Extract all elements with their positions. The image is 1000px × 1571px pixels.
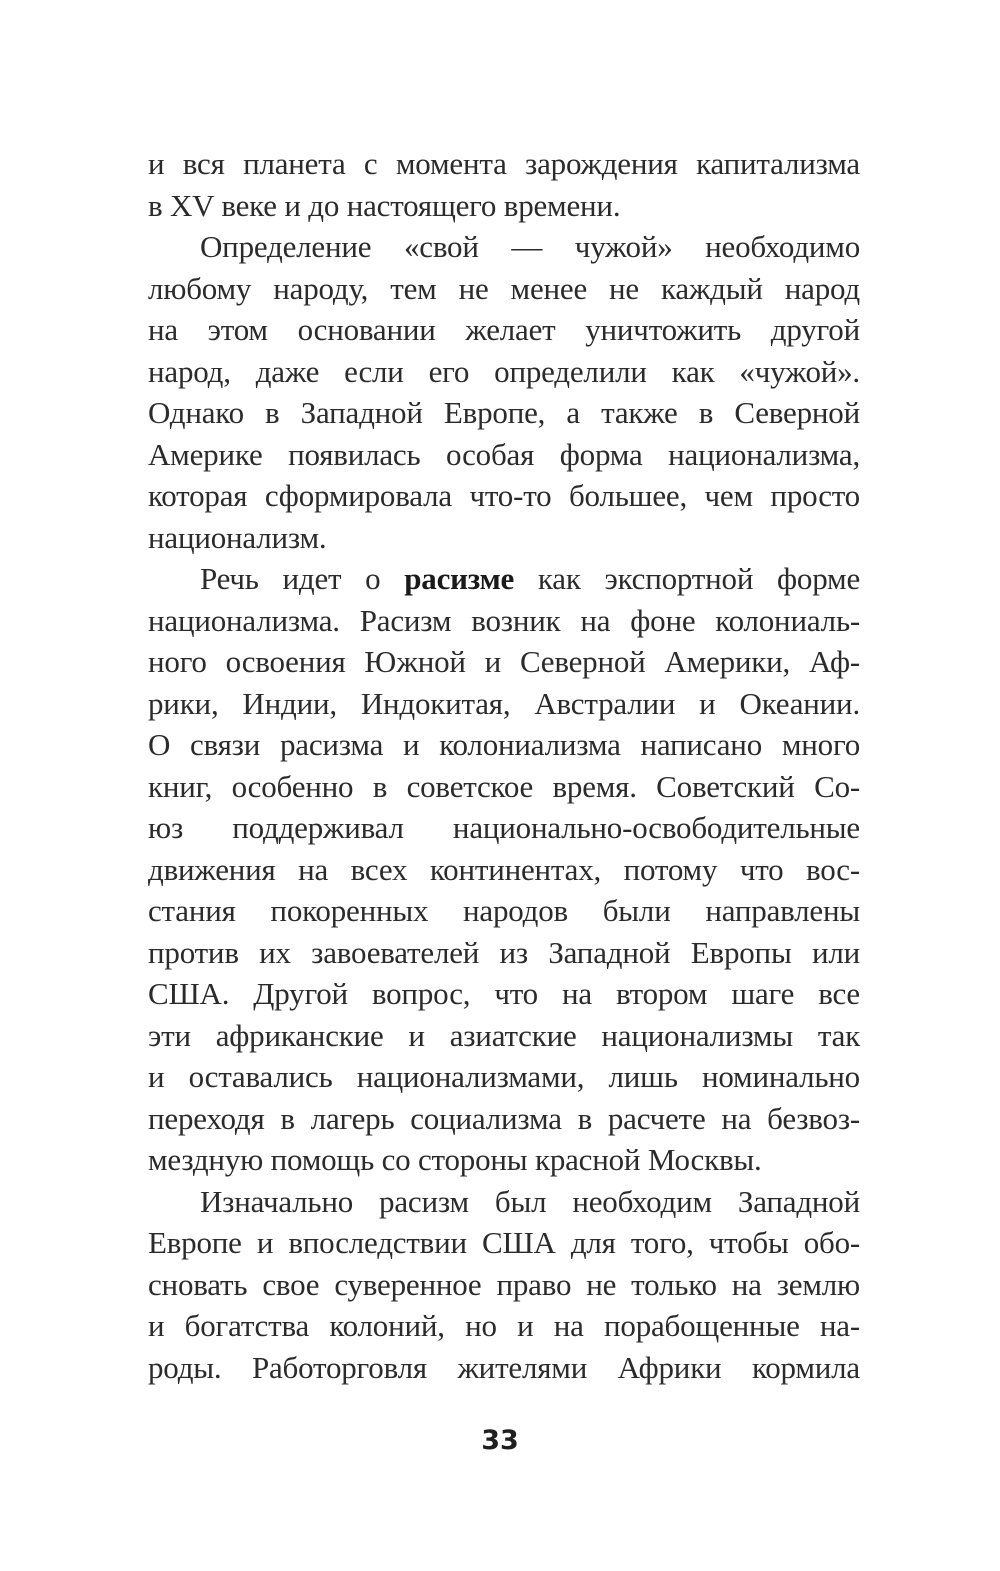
text-line: в XV веке и до настоящего времени. <box>148 187 621 223</box>
text-line: против их завоевателей из Западной Европы или <box>148 934 860 970</box>
text-run: как экспортной форме <box>514 561 860 596</box>
text-run: Речь идет о <box>200 561 405 596</box>
text-line: мездную помощь со стороны красной Москвы. <box>148 1142 762 1177</box>
text-line: США. Другой вопрос, что на втором шаге все <box>148 976 860 1011</box>
text-line: Однако в Западной Европе, а также в Северной <box>148 395 860 430</box>
text-line: национализм. <box>148 519 327 555</box>
text-line: на этом основании желает уничтожить другой <box>148 312 860 347</box>
text-line: переходя в лагерь социализма в расчете на безвоз- <box>148 1100 860 1136</box>
body-text <box>148 143 860 1388</box>
paragraph-first-line <box>148 558 860 600</box>
text-line: национализма. Расизм возник на фоне колониаль- <box>148 602 860 638</box>
text-line: и богатства колоний, но и на порабощенные на- <box>148 1308 860 1343</box>
text-line: и оставались национализмами, лишь номинально <box>148 1059 860 1094</box>
text-line: ного освоения Южной и Северной Америки, Аф- <box>148 644 860 679</box>
text-line: О связи расизма и колониализма написано много <box>148 727 860 762</box>
text-line: рики, Индии, Индокитая, Австралии и Океании. <box>148 685 860 721</box>
text-line: стания покоренных народов были направлены <box>148 893 860 928</box>
text-line: которая сформировала что-то большее, чем просто <box>148 478 860 513</box>
text-line: эти африканские и азиатские национализмы так <box>148 1017 860 1053</box>
bold-term: расизме <box>404 561 515 596</box>
text-line: любому народу, тем не менее не каждый народ <box>148 270 860 306</box>
page-number: 33 <box>481 1425 519 1456</box>
paragraph-first-line: Изначально расизм был необходим Западной <box>200 1183 860 1219</box>
text-line: сновать свое суверенное право не только на землю <box>148 1266 860 1302</box>
text-line: Америке появилась особая форма национализма, <box>148 436 860 472</box>
text-line: движения на всех континентах, потому что вос- <box>148 851 860 887</box>
text-line: народ, даже если его определили как «чужой». <box>148 353 860 389</box>
text-line: и вся планета с момента зарождения капитализма <box>148 146 860 181</box>
text-line: книг, особенно в советское время. Советский Со- <box>148 768 860 804</box>
paragraph-first-line: Определение «свой — чужой» необходимо <box>200 229 860 264</box>
text-line: Европе и впоследствии США для того, чтобы обо- <box>148 1225 860 1260</box>
text-line: роды. Работорговля жителями Африки кормила <box>148 1349 860 1385</box>
text-line: юз поддерживал национально-освободительные <box>148 810 860 845</box>
